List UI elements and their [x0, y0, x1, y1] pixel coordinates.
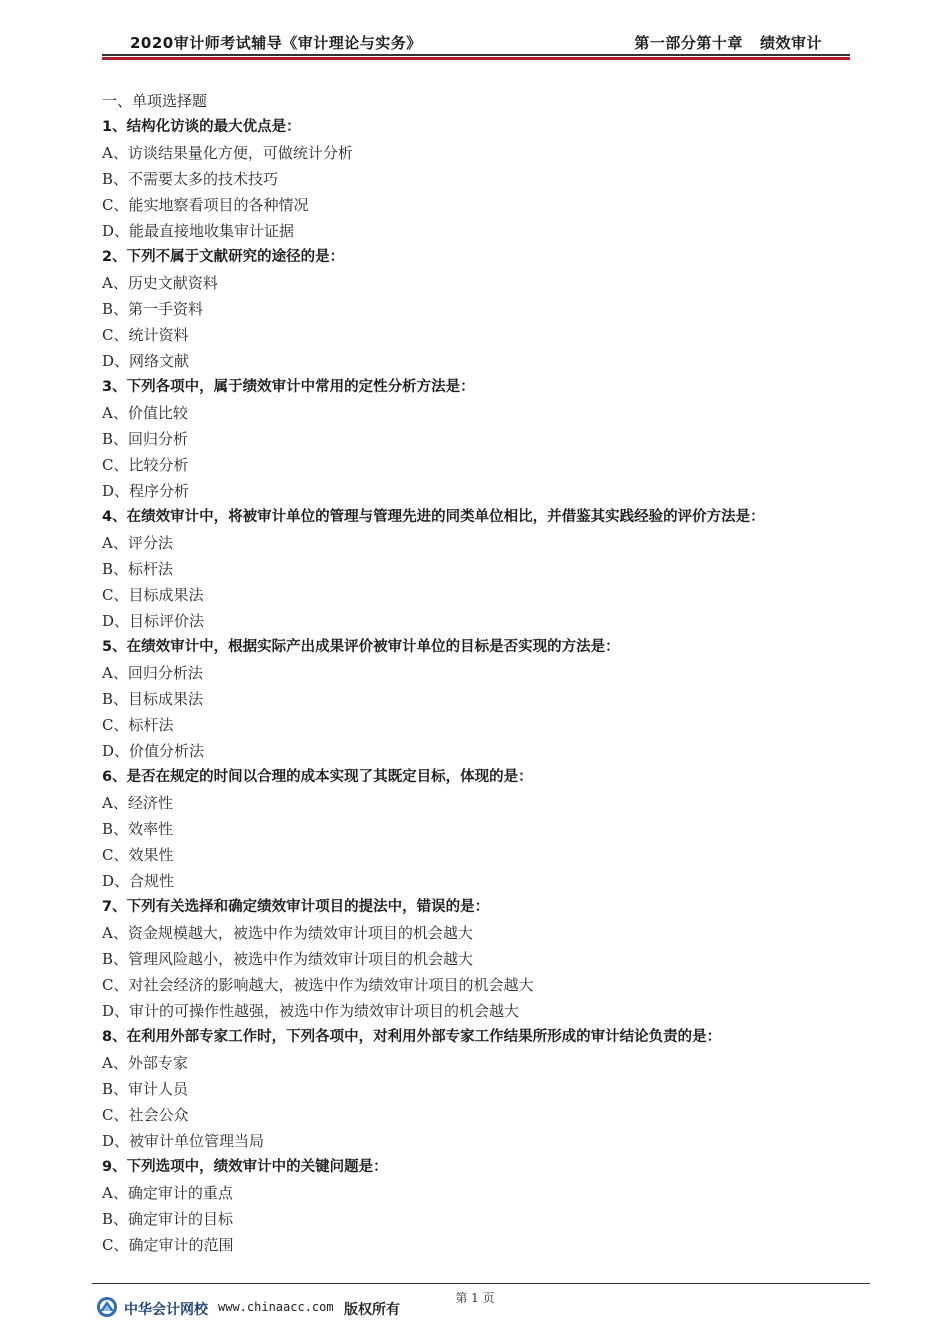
- answer-option: B、效率性: [102, 820, 174, 838]
- answer-option: D、网络文献: [102, 352, 190, 370]
- answer-option: B、标杆法: [102, 560, 174, 578]
- header-rule: [102, 54, 850, 56]
- answer-option: B、管理风险越小，被选中作为绩效审计项目的机会越大: [102, 950, 474, 968]
- answer-option: D、目标评价法: [102, 612, 205, 630]
- header-chapter: 第一部分第十章 绩效审计: [634, 34, 822, 52]
- question-block: [102, 114, 862, 244]
- answer-option: D、价值分析法: [102, 742, 205, 760]
- footer-rights: 版权所有: [344, 1302, 400, 1318]
- question-block: [102, 1154, 862, 1258]
- question-block: [102, 634, 862, 764]
- answer-option: B、确定审计的目标: [102, 1210, 234, 1228]
- question-stem: 2、下列不属于文献研究的途径的是：: [102, 249, 345, 265]
- question-stem: 6、是否在规定的时间以合理的成本实现了其既定目标，体现的是：: [102, 769, 533, 785]
- question-stem: 5、在绩效审计中，根据实际产出成果评价被审计单位的目标是否实现的方法是：: [102, 639, 620, 655]
- question-block: [102, 764, 862, 894]
- question-stem: 1、结构化访谈的最大优点是：: [102, 119, 301, 135]
- answer-option: A、回归分析法: [102, 664, 203, 682]
- document-body: [102, 88, 862, 1258]
- footer-brand: 中华会计网校: [124, 1302, 208, 1318]
- question-block: [102, 1024, 862, 1154]
- question-block: [102, 504, 862, 634]
- header-rule-red: [102, 57, 850, 60]
- answer-option: A、历史文献资料: [102, 274, 218, 292]
- answer-option: A、经济性: [102, 794, 173, 812]
- question-stem: 8、在利用外部专家工作时，下列各项中，对利用外部专家工作结果所形成的审计结论负责的是：: [102, 1029, 722, 1045]
- answer-option: D、审计的可操作性越强，被选中作为绩效审计项目的机会越大: [102, 1002, 520, 1020]
- question-stem: 9、下列选项中，绩效审计中的关键问题是：: [102, 1159, 388, 1175]
- answer-option: A、价值比较: [102, 404, 188, 422]
- answer-option: C、标杆法: [102, 716, 174, 734]
- answer-option: A、外部专家: [102, 1054, 188, 1072]
- footer-site[interactable]: www.chinaacc.com: [218, 1300, 334, 1314]
- header-title: 2020审计师考试辅导《审计理论与实务》: [130, 34, 422, 52]
- answer-option: C、对社会经济的影响越大，被选中作为绩效审计项目的机会越大: [102, 976, 534, 994]
- answer-option: A、确定审计的重点: [102, 1184, 233, 1202]
- question-list: [102, 114, 862, 1258]
- answer-option: A、访谈结果量化方便，可做统计分析: [102, 144, 353, 162]
- question-block: [102, 894, 862, 1024]
- answer-option: A、资金规模越大，被选中作为绩效审计项目的机会越大: [102, 924, 473, 942]
- question-stem: 4、在绩效审计中，将被审计单位的管理与管理先进的同类单位相比，并借鉴其实践经验的评价方法是：: [102, 509, 765, 525]
- page-number: 第 1 页: [455, 1291, 495, 1305]
- question-block: [102, 244, 862, 374]
- answer-option: C、社会公众: [102, 1106, 189, 1124]
- answer-option: D、合规性: [102, 872, 175, 890]
- answer-option: A、评分法: [102, 534, 173, 552]
- answer-option: B、审计人员: [102, 1080, 189, 1098]
- answer-option: B、回归分析: [102, 430, 189, 448]
- answer-option: C、统计资料: [102, 326, 189, 344]
- answer-option: B、目标成果法: [102, 690, 204, 708]
- answer-option: C、能实地察看项目的各种情况: [102, 196, 309, 214]
- answer-option: C、确定审计的范围: [102, 1236, 234, 1254]
- page-header: [102, 32, 850, 54]
- question-block: [102, 374, 862, 504]
- question-stem: 7、下列有关选择和确定绩效审计项目的提法中，错误的是：: [102, 899, 490, 915]
- answer-option: D、被审计单位管理当局: [102, 1132, 265, 1150]
- answer-option: B、第一手资料: [102, 300, 204, 318]
- footer-rule: [92, 1283, 870, 1284]
- answer-option: C、目标成果法: [102, 586, 204, 604]
- chinaacc-logo-icon: [96, 1296, 118, 1318]
- answer-option: D、能最直接地收集审计证据: [102, 222, 295, 240]
- answer-option: C、比较分析: [102, 456, 189, 474]
- question-stem: 3、下列各项中，属于绩效审计中常用的定性分析方法是：: [102, 379, 475, 395]
- section-title: 一、单项选择题: [102, 92, 208, 110]
- answer-option: D、程序分析: [102, 482, 190, 500]
- answer-option: C、效果性: [102, 846, 174, 864]
- answer-option: B、不需要太多的技术技巧: [102, 170, 279, 188]
